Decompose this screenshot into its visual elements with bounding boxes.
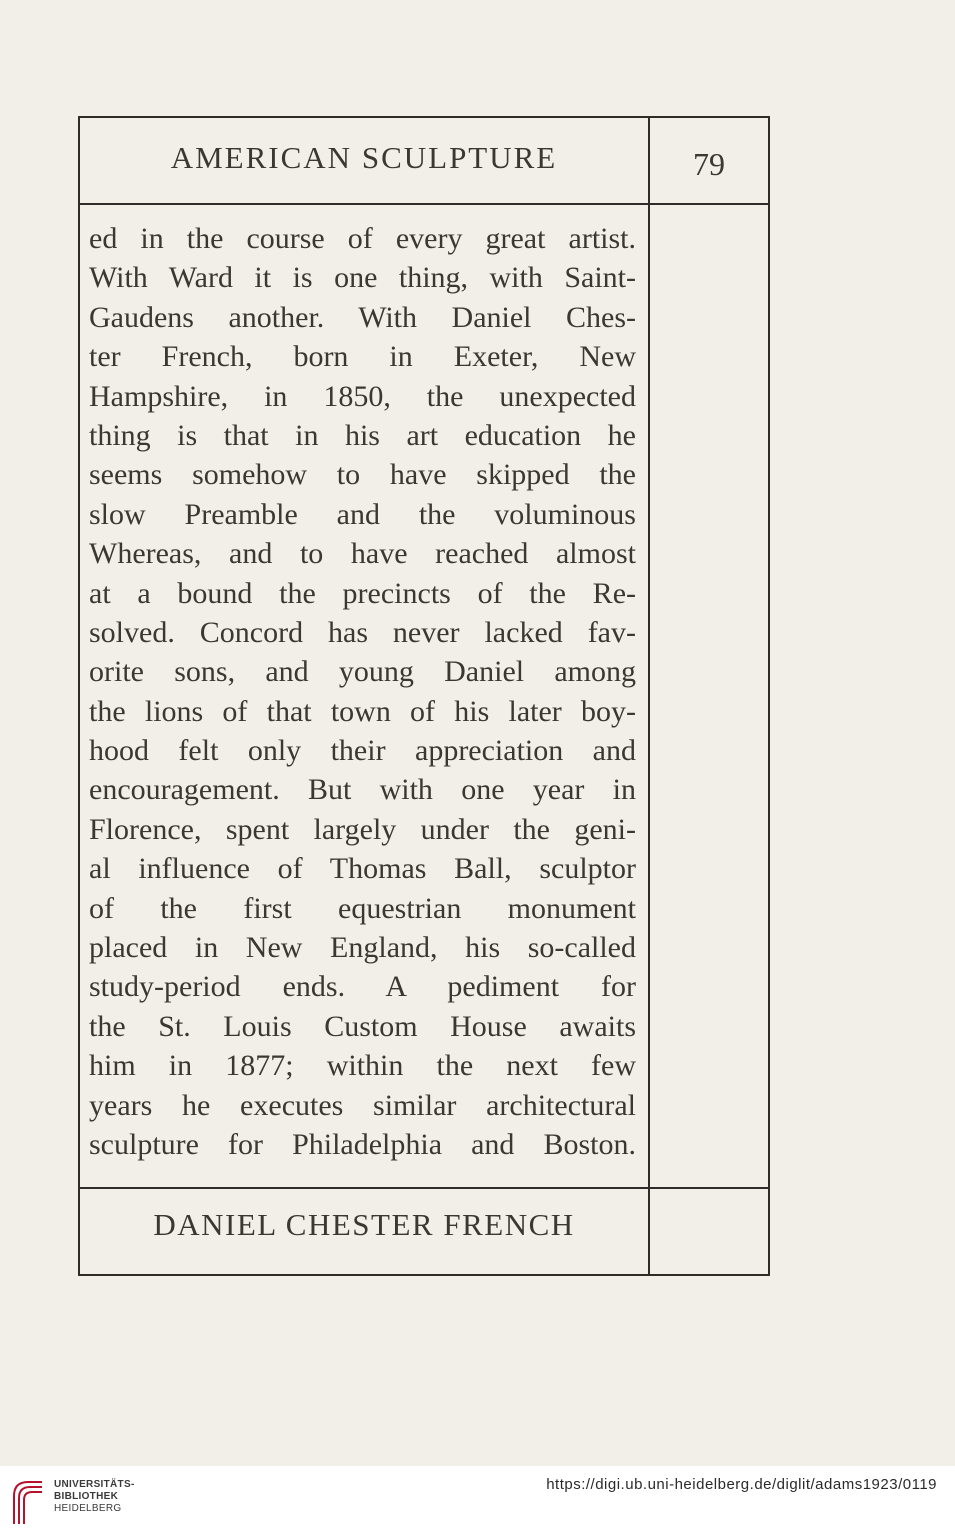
text-line: al influence of Thomas Ball, sculptor bbox=[89, 852, 636, 886]
text-line: Whereas, and to have reached almost bbox=[89, 537, 636, 571]
text-line: of the first equestrian monument bbox=[89, 891, 636, 925]
library-name bbox=[54, 1479, 135, 1515]
page-number: 79 bbox=[693, 146, 725, 182]
text-line: Hampshire, in 1850, the unexpected bbox=[89, 379, 636, 413]
frame-right-rule bbox=[768, 116, 770, 1276]
text-line: encouragement. But with one year in bbox=[89, 773, 636, 807]
text-line: orite sons, and young Daniel among bbox=[89, 655, 636, 689]
text-line: study-period ends. A pediment for bbox=[89, 970, 636, 1004]
running-title: AMERICAN SCULPTURE bbox=[170, 140, 558, 175]
text-line: the lions of that town of his later boy- bbox=[89, 694, 636, 728]
body-text bbox=[89, 219, 636, 1164]
frame-margin-rule bbox=[648, 116, 650, 1276]
text-line: Florence, spent largely under the geni- bbox=[89, 812, 636, 846]
text-line: ed in the course of every great artist. bbox=[89, 222, 636, 255]
text-line: sculpture for Philadelphia and Boston. bbox=[89, 1127, 636, 1161]
text-line: ter French, born in Exeter, New bbox=[89, 340, 636, 374]
library-logo-icon bbox=[8, 1474, 48, 1526]
library-name-line: BIBLIOTHEK bbox=[54, 1491, 119, 1502]
text-line: With Ward it is one thing, with Saint- bbox=[89, 261, 636, 295]
frame-top-rule bbox=[78, 116, 770, 118]
library-name-line: HEIDELBERG bbox=[54, 1503, 122, 1514]
library-footer bbox=[0, 1466, 955, 1535]
text-line: years he executes similar architectural bbox=[89, 1088, 636, 1122]
text-line: Gaudens another. With Daniel Ches- bbox=[89, 300, 636, 334]
text-line: him in 1877; within the next few bbox=[89, 1049, 636, 1083]
text-line: the St. Louis Custom House awaits bbox=[89, 1009, 636, 1043]
text-line: at a bound the precincts of the Re- bbox=[89, 576, 636, 610]
text-line: slow Preamble and the voluminous bbox=[89, 497, 636, 531]
source-url-link[interactable]: https://digi.ub.uni-heidelberg.de/diglit/adams1923/0119 bbox=[546, 1476, 937, 1493]
frame-header-rule bbox=[78, 203, 770, 205]
frame-bottom-rule bbox=[78, 1274, 770, 1276]
text-line: thing is that in his art education he bbox=[89, 418, 636, 452]
section-title: DANIEL CHESTER FRENCH bbox=[153, 1207, 575, 1242]
text-line: seems somehow to have skipped the bbox=[89, 458, 636, 492]
text-line: hood felt only their appreciation and bbox=[89, 734, 636, 768]
library-name-line: UNIVERSITÄTS- bbox=[54, 1479, 135, 1490]
text-line: solved. Concord has never lacked fav- bbox=[89, 615, 636, 649]
frame-left-rule bbox=[78, 116, 80, 1276]
frame-footer-rule bbox=[78, 1187, 770, 1189]
text-line: placed in New England, his so-called bbox=[89, 931, 636, 965]
